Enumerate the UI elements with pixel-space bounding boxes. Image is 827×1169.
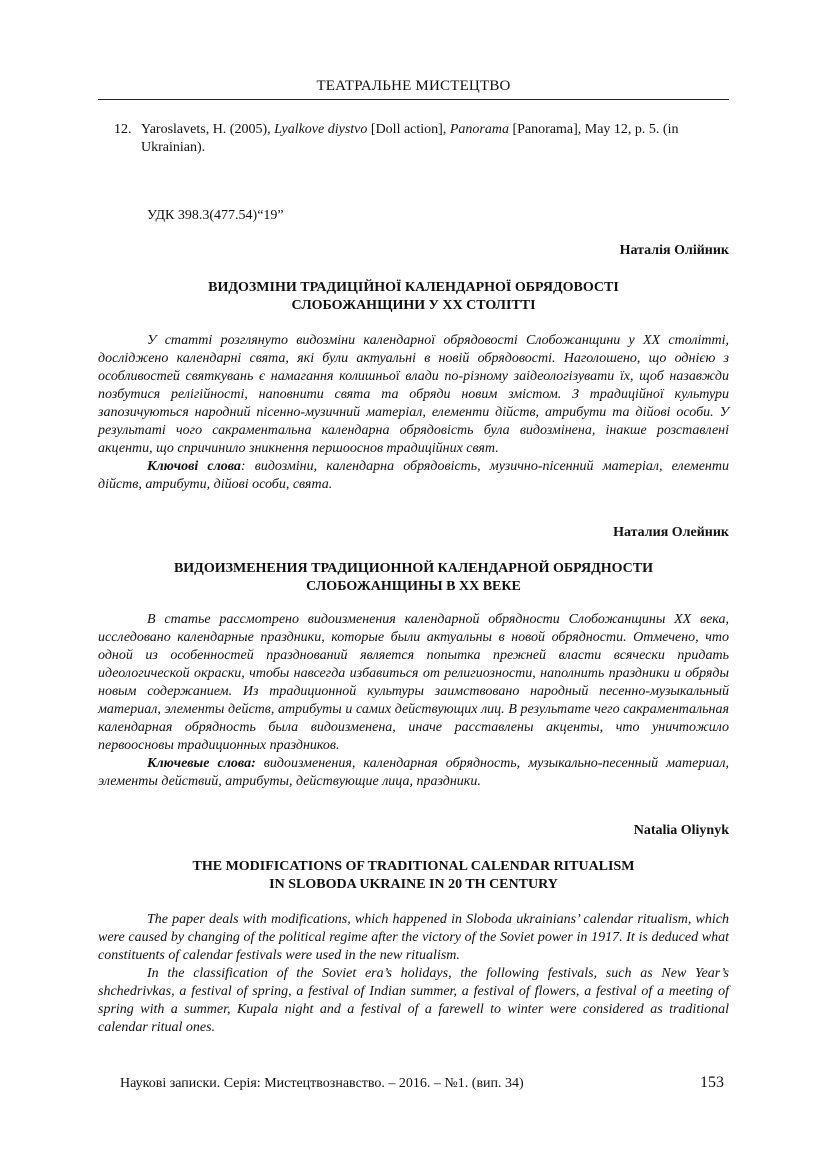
reference-source: Panorama bbox=[449, 122, 509, 137]
abstract-ukrainian bbox=[98, 332, 729, 494]
keywords-ukrainian-label: Ключові слова bbox=[147, 459, 241, 474]
reference-item bbox=[98, 121, 729, 157]
keywords-ukrainian-text: : видозміни, календарна обрядовість, музично-пісенний матеріал, елементи дійств, атрибути, дійові особи, свята. bbox=[98, 459, 729, 492]
reference-authors: Yaroslavets, H. (2005), bbox=[141, 122, 275, 137]
running-header: ТЕАТРАЛЬНЕ МИСТЕЦТВО bbox=[316, 78, 511, 94]
author-english: Natalia Oliynyk bbox=[633, 823, 729, 838]
footer-journal: Наукові записки. Серія: Мистецтвознавство. – 2016. – №1. (вип. 34) bbox=[120, 1076, 524, 1091]
title-russian bbox=[98, 560, 729, 596]
reference-title: Lyalkove diystvo bbox=[274, 122, 368, 137]
abstract-russian bbox=[98, 611, 729, 791]
title-russian-line1: ВИДОИЗМЕНЕНИЯ ТРАДИЦИОННОЙ КАЛЕНДАРНОЙ ОБРЯДНОСТИ bbox=[173, 561, 654, 576]
page-number: 153 bbox=[700, 1074, 724, 1091]
abstract-english-paragraph1: The paper deals with modifications, which happened in Sloboda ukrainians’ calendar ritualism, which were caused by changing of the political regime after the victory of the Soviet power in 1917. It is deduced what constituents of calendar festivals were used in the new ritualism. bbox=[98, 912, 729, 963]
header-rule bbox=[98, 99, 729, 100]
abstract-english bbox=[98, 911, 729, 1037]
reference-number: 12. bbox=[114, 122, 132, 137]
keywords-russian bbox=[98, 755, 729, 791]
title-english-line1: THE MODIFICATIONS OF TRADITIONAL CALENDAR RITUALISM bbox=[192, 859, 635, 874]
title-ukrainian-line1: ВИДОЗМІНИ ТРАДИЦІЙНОЇ КАЛЕНДАРНОЇ ОБРЯДОВОСТІ bbox=[208, 280, 619, 295]
title-ukrainian-line2: СЛОБОЖАНЩИНИ У ХХ СТОЛІТТІ bbox=[291, 298, 536, 313]
keywords-ukrainian bbox=[98, 458, 729, 494]
reference-translation: [Doll action], bbox=[367, 122, 450, 137]
reference-text bbox=[141, 121, 729, 157]
abstract-english-paragraph2: In the classification of the Soviet era’s holidays, the following festivals, such as New Year’s shchedrivkas, a festival of spring, a festival of Indian summer, a festival of flowers, a festival of a meeting of spring with a summer, Kupala night and a festival of a farewell to winter were considered as traditional calendar ritual ones. bbox=[98, 966, 729, 1035]
title-russian-line2: СЛОБОЖАНЩИНЫ В ХХ ВЕКЕ bbox=[306, 579, 521, 594]
author-ukrainian: Наталія Олійник bbox=[619, 243, 729, 258]
abstract-ukrainian-text: У статті розглянуто видозміни календарної обрядовості Слобожанщини у ХХ столітті, досліджено календарні свята, які були актуальні в новій обрядовості. Наголошено, що однією з особливостей святкувань є намагання колишньої влади по-різному заідеологізувати їх, щоб назавжди позбутися релігійності, наповнити свята та обряди новим змістом. З традиційної культури запозичуються народний пісенно-музичний матеріал, елементи дійств, атрибути та дійові особи. У результаті чого сакраментальна календарна обрядовість була видозмінена, інакше розставлені акценти, що спричинило зникнення першооснов традиційних свят. bbox=[98, 333, 729, 456]
abstract-russian-text: В статье рассмотрено видоизменения календарной обрядности Слобожанщины ХХ века, исследовано календарные праздники, которые были актуальны в новой обрядности. Отмечено, что одной из особенностей празднований является попытка прежней власти всячески придать идеологической окраски, чтобы навсегда избавиться от религиозности, наполнить праздники и обряды новым содержанием. Из традиционной культуры заимствовано народный песенно-музыкальный материал, элементы действ, атрибуты и самих действующих лиц. В результате чего сакраментальная календарная обрядность была видоизменена, иначе расставлены акценты, что уничтожило первоосновы традиционных праздников. bbox=[98, 612, 729, 753]
keywords-russian-text: видоизменения, календарная обрядность, музыкально-песенный материал, элементы действий, атрибуты, действующие лица, праздники. bbox=[98, 756, 729, 789]
keywords-russian-label: Ключевые слова: bbox=[147, 756, 256, 771]
title-ukrainian bbox=[98, 279, 729, 315]
udk-code: УДК 398.3(477.54)“19” bbox=[147, 208, 284, 223]
author-russian: Наталия Олейник bbox=[613, 525, 729, 540]
title-english bbox=[98, 858, 729, 894]
title-english-line2: IN SLOBODA UKRAINE IN 20 TH CENTURY bbox=[269, 877, 558, 892]
reference-details: [Panorama], May 12, p. 5. (in Ukrainian). bbox=[141, 122, 679, 155]
